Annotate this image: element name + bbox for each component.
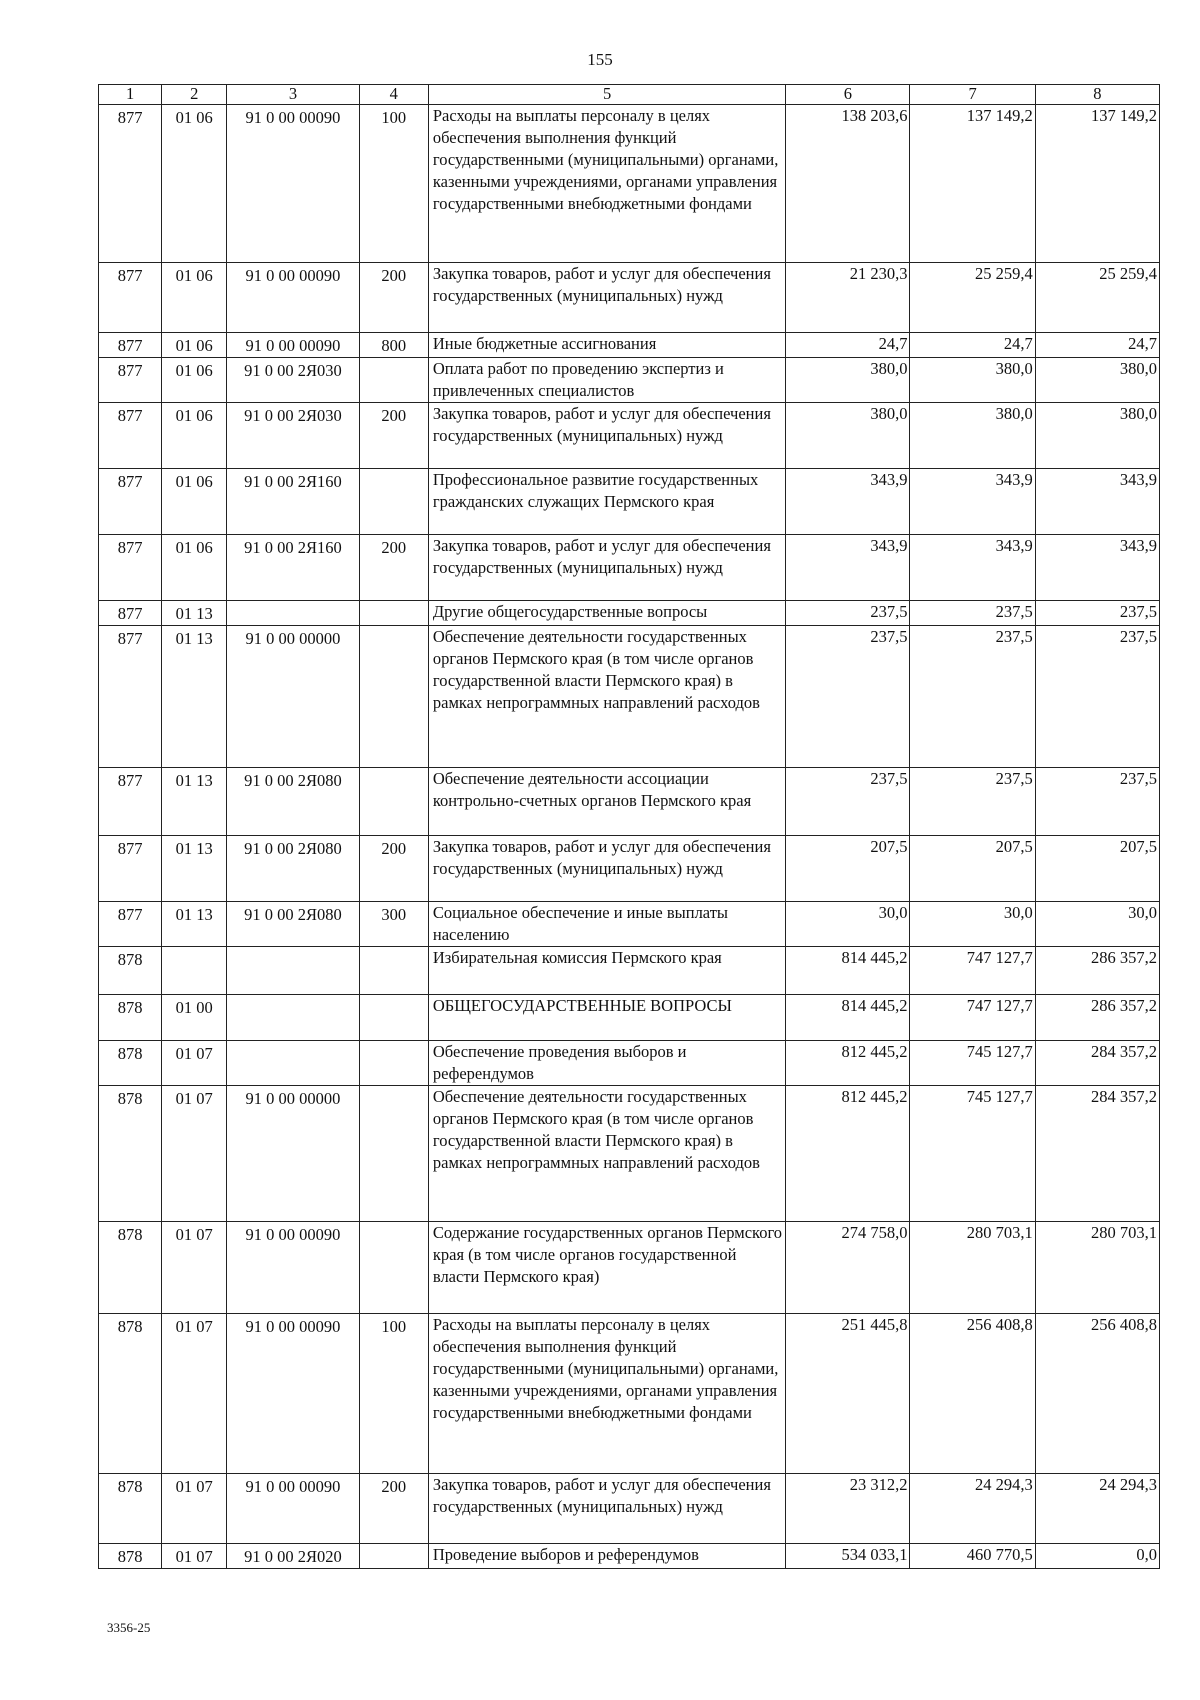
cell-amount-col8: 207,5 [1035, 836, 1159, 902]
cell-amount-col7: 460 770,5 [910, 1544, 1035, 1569]
cell-admin-code: 877 [99, 358, 162, 403]
cell-admin-code: 878 [99, 1041, 162, 1086]
table-row [99, 836, 1160, 902]
table-header-row [99, 85, 1160, 105]
cell-amount-col6: 138 203,6 [786, 105, 910, 263]
cell-amount-col8: 284 357,2 [1035, 1041, 1159, 1086]
cell-section-code: 01 07 [162, 1041, 227, 1086]
cell-expense-type: 200 [359, 836, 428, 902]
page-number: 155 [587, 50, 613, 69]
cell-admin-code: 877 [99, 535, 162, 601]
cell-admin-code: 877 [99, 403, 162, 469]
cell-expense-type: 200 [359, 263, 428, 333]
cell-admin-code: 877 [99, 601, 162, 626]
cell-amount-col8: 30,0 [1035, 902, 1159, 947]
table-row [99, 1544, 1160, 1569]
cell-amount-col8: 280 703,1 [1035, 1222, 1159, 1314]
cell-target-article: 91 0 00 00000 [227, 626, 359, 768]
table-row [99, 403, 1160, 469]
cell-expense-type [359, 1086, 428, 1222]
cell-amount-col6: 237,5 [786, 626, 910, 768]
cell-section-code: 01 06 [162, 469, 227, 535]
cell-target-article: 91 0 00 2Я160 [227, 535, 359, 601]
cell-target-article [227, 947, 359, 995]
cell-amount-col8: 237,5 [1035, 768, 1159, 836]
cell-expense-type: 200 [359, 403, 428, 469]
cell-expense-type [359, 995, 428, 1041]
cell-description: Другие общегосударственные вопросы [428, 601, 785, 626]
table-row [99, 469, 1160, 535]
cell-amount-col7: 280 703,1 [910, 1222, 1035, 1314]
cell-target-article [227, 1041, 359, 1086]
cell-amount-col8: 256 408,8 [1035, 1314, 1159, 1474]
cell-amount-col7: 207,5 [910, 836, 1035, 902]
cell-expense-type: 100 [359, 1314, 428, 1474]
cell-amount-col7: 137 149,2 [910, 105, 1035, 263]
cell-admin-code: 878 [99, 1222, 162, 1314]
cell-description: Обеспечение деятельности ассоциации контрольно-счетных органов Пермского края [428, 768, 785, 836]
table-row [99, 768, 1160, 836]
table-row [99, 995, 1160, 1041]
cell-target-article: 91 0 00 00090 [227, 333, 359, 358]
table-row [99, 1474, 1160, 1544]
column-header: 7 [910, 85, 1035, 105]
cell-admin-code: 877 [99, 263, 162, 333]
cell-amount-col6: 534 033,1 [786, 1544, 910, 1569]
cell-section-code: 01 06 [162, 333, 227, 358]
cell-description: Расходы на выплаты персоналу в целях обеспечения выполнения функций государственными (муниципальными) органами, казенными учреждениями, органами управления государственными внебюджетными фондами [428, 1314, 785, 1474]
cell-admin-code: 878 [99, 947, 162, 995]
cell-expense-type: 200 [359, 535, 428, 601]
cell-amount-col6: 21 230,3 [786, 263, 910, 333]
cell-amount-col6: 814 445,2 [786, 947, 910, 995]
cell-target-article: 91 0 00 00090 [227, 1474, 359, 1544]
cell-target-article: 91 0 00 2Я080 [227, 768, 359, 836]
cell-admin-code: 877 [99, 333, 162, 358]
cell-amount-col6: 237,5 [786, 768, 910, 836]
cell-amount-col7: 380,0 [910, 403, 1035, 469]
cell-amount-col7: 24,7 [910, 333, 1035, 358]
table-row [99, 1041, 1160, 1086]
cell-target-article [227, 601, 359, 626]
cell-section-code: 01 06 [162, 105, 227, 263]
cell-description: Обеспечение деятельности государственных органов Пермского края (в том числе органов государственной власти Пермского края) в рамках непрограммных направлений расходов [428, 1086, 785, 1222]
cell-admin-code: 878 [99, 1314, 162, 1474]
column-header: 5 [428, 85, 785, 105]
cell-description: Профессиональное развитие государственных гражданских служащих Пермского края [428, 469, 785, 535]
cell-admin-code: 877 [99, 626, 162, 768]
cell-amount-col7: 30,0 [910, 902, 1035, 947]
cell-description: Оплата работ по проведению экспертиз и привлеченных специалистов [428, 358, 785, 403]
cell-section-code: 01 06 [162, 535, 227, 601]
cell-amount-col8: 380,0 [1035, 358, 1159, 403]
cell-amount-col6: 343,9 [786, 535, 910, 601]
cell-amount-col6: 207,5 [786, 836, 910, 902]
cell-amount-col8: 24,7 [1035, 333, 1159, 358]
cell-section-code: 01 06 [162, 358, 227, 403]
cell-amount-col7: 237,5 [910, 626, 1035, 768]
table-row [99, 1086, 1160, 1222]
column-header: 2 [162, 85, 227, 105]
column-header: 1 [99, 85, 162, 105]
cell-amount-col6: 380,0 [786, 403, 910, 469]
cell-expense-type [359, 1222, 428, 1314]
cell-expense-type: 200 [359, 1474, 428, 1544]
column-header: 8 [1035, 85, 1159, 105]
cell-expense-type [359, 1544, 428, 1569]
cell-amount-col7: 747 127,7 [910, 947, 1035, 995]
cell-target-article: 91 0 00 2Я030 [227, 358, 359, 403]
cell-amount-col6: 814 445,2 [786, 995, 910, 1041]
cell-admin-code: 877 [99, 836, 162, 902]
cell-amount-col8: 137 149,2 [1035, 105, 1159, 263]
cell-amount-col7: 237,5 [910, 601, 1035, 626]
table-row [99, 626, 1160, 768]
cell-amount-col8: 286 357,2 [1035, 947, 1159, 995]
budget-table [98, 84, 1160, 1569]
cell-target-article: 91 0 00 2Я160 [227, 469, 359, 535]
cell-target-article: 91 0 00 00090 [227, 1314, 359, 1474]
cell-target-article: 91 0 00 2Я080 [227, 902, 359, 947]
cell-amount-col6: 812 445,2 [786, 1086, 910, 1222]
cell-amount-col7: 343,9 [910, 535, 1035, 601]
table-row [99, 333, 1160, 358]
cell-description: Обеспечение проведения выборов и референдумов [428, 1041, 785, 1086]
column-header: 3 [227, 85, 359, 105]
table-row [99, 1222, 1160, 1314]
cell-description: Расходы на выплаты персоналу в целях обеспечения выполнения функций государственными (муниципальными) органами, казенными учреждениями, органами управления государственными внебюджетными фондами [428, 105, 785, 263]
cell-amount-col6: 237,5 [786, 601, 910, 626]
cell-amount-col8: 343,9 [1035, 469, 1159, 535]
cell-expense-type: 100 [359, 105, 428, 263]
cell-expense-type: 300 [359, 902, 428, 947]
cell-section-code [162, 947, 227, 995]
cell-description: Закупка товаров, работ и услуг для обеспечения государственных (муниципальных) нужд [428, 836, 785, 902]
cell-amount-col7: 380,0 [910, 358, 1035, 403]
cell-expense-type [359, 947, 428, 995]
cell-amount-col6: 23 312,2 [786, 1474, 910, 1544]
cell-description: ОБЩЕГОСУДАРСТВЕННЫЕ ВОПРОСЫ [428, 995, 785, 1041]
cell-description: Проведение выборов и референдумов [428, 1544, 785, 1569]
cell-expense-type [359, 469, 428, 535]
cell-expense-type [359, 358, 428, 403]
cell-section-code: 01 06 [162, 403, 227, 469]
cell-description: Социальное обеспечение и иные выплаты населению [428, 902, 785, 947]
cell-section-code: 01 13 [162, 902, 227, 947]
cell-section-code: 01 13 [162, 626, 227, 768]
cell-amount-col8: 343,9 [1035, 535, 1159, 601]
cell-section-code: 01 07 [162, 1222, 227, 1314]
table-row [99, 535, 1160, 601]
cell-admin-code: 878 [99, 1086, 162, 1222]
column-header: 6 [786, 85, 910, 105]
cell-description: Закупка товаров, работ и услуг для обеспечения государственных (муниципальных) нужд [428, 1474, 785, 1544]
cell-amount-col8: 0,0 [1035, 1544, 1159, 1569]
cell-description: Обеспечение деятельности государственных органов Пермского края (в том числе органов государственной власти Пермского края) в рамках непрограммных направлений расходов [428, 626, 785, 768]
cell-section-code: 01 13 [162, 601, 227, 626]
cell-description: Избирательная комиссия Пермского края [428, 947, 785, 995]
cell-amount-col8: 286 357,2 [1035, 995, 1159, 1041]
cell-admin-code: 877 [99, 902, 162, 947]
document-code: 3356-25 [107, 1620, 151, 1635]
cell-amount-col6: 343,9 [786, 469, 910, 535]
cell-amount-col8: 24 294,3 [1035, 1474, 1159, 1544]
cell-admin-code: 877 [99, 105, 162, 263]
cell-section-code: 01 07 [162, 1474, 227, 1544]
cell-expense-type [359, 626, 428, 768]
table-row [99, 1314, 1160, 1474]
table-row [99, 601, 1160, 626]
cell-section-code: 01 13 [162, 768, 227, 836]
table-row [99, 902, 1160, 947]
cell-expense-type: 800 [359, 333, 428, 358]
table-row [99, 947, 1160, 995]
cell-section-code: 01 00 [162, 995, 227, 1041]
cell-amount-col7: 237,5 [910, 768, 1035, 836]
cell-section-code: 01 06 [162, 263, 227, 333]
cell-target-article: 91 0 00 2Я030 [227, 403, 359, 469]
cell-target-article: 91 0 00 00090 [227, 263, 359, 333]
cell-amount-col8: 380,0 [1035, 403, 1159, 469]
cell-target-article: 91 0 00 00090 [227, 1222, 359, 1314]
cell-amount-col8: 237,5 [1035, 601, 1159, 626]
cell-amount-col6: 380,0 [786, 358, 910, 403]
cell-amount-col6: 812 445,2 [786, 1041, 910, 1086]
cell-description: Закупка товаров, работ и услуг для обеспечения государственных (муниципальных) нужд [428, 535, 785, 601]
cell-amount-col6: 24,7 [786, 333, 910, 358]
cell-description: Закупка товаров, работ и услуг для обеспечения государственных (муниципальных) нужд [428, 263, 785, 333]
cell-amount-col6: 251 445,8 [786, 1314, 910, 1474]
cell-admin-code: 877 [99, 469, 162, 535]
cell-amount-col8: 25 259,4 [1035, 263, 1159, 333]
cell-amount-col6: 30,0 [786, 902, 910, 947]
cell-description: Иные бюджетные ассигнования [428, 333, 785, 358]
cell-amount-col7: 24 294,3 [910, 1474, 1035, 1544]
cell-section-code: 01 13 [162, 836, 227, 902]
cell-amount-col7: 745 127,7 [910, 1086, 1035, 1222]
cell-expense-type [359, 1041, 428, 1086]
cell-amount-col8: 237,5 [1035, 626, 1159, 768]
cell-amount-col7: 25 259,4 [910, 263, 1035, 333]
cell-section-code: 01 07 [162, 1314, 227, 1474]
cell-target-article: 91 0 00 2Я020 [227, 1544, 359, 1569]
cell-admin-code: 878 [99, 995, 162, 1041]
cell-admin-code: 878 [99, 1474, 162, 1544]
cell-target-article: 91 0 00 2Я080 [227, 836, 359, 902]
cell-admin-code: 877 [99, 768, 162, 836]
cell-amount-col7: 747 127,7 [910, 995, 1035, 1041]
column-header: 4 [359, 85, 428, 105]
table-row [99, 358, 1160, 403]
cell-admin-code: 878 [99, 1544, 162, 1569]
cell-section-code: 01 07 [162, 1086, 227, 1222]
cell-amount-col7: 343,9 [910, 469, 1035, 535]
cell-amount-col7: 745 127,7 [910, 1041, 1035, 1086]
cell-target-article: 91 0 00 00090 [227, 105, 359, 263]
cell-target-article [227, 995, 359, 1041]
cell-amount-col6: 274 758,0 [786, 1222, 910, 1314]
cell-expense-type [359, 768, 428, 836]
cell-description: Содержание государственных органов Пермского края (в том числе органов государственной власти Пермского края) [428, 1222, 785, 1314]
cell-amount-col7: 256 408,8 [910, 1314, 1035, 1474]
cell-description: Закупка товаров, работ и услуг для обеспечения государственных (муниципальных) нужд [428, 403, 785, 469]
cell-section-code: 01 07 [162, 1544, 227, 1569]
cell-amount-col8: 284 357,2 [1035, 1086, 1159, 1222]
table-row [99, 263, 1160, 333]
cell-expense-type [359, 601, 428, 626]
cell-target-article: 91 0 00 00000 [227, 1086, 359, 1222]
table-row [99, 105, 1160, 263]
